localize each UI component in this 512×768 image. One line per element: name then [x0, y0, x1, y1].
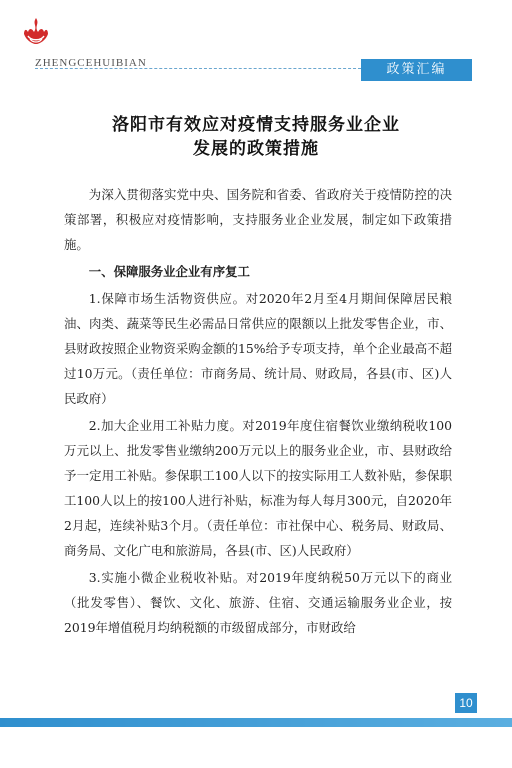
header-divider	[35, 68, 361, 69]
footer-band	[0, 718, 512, 727]
policy-item-1: 1.保障市场生活物资供应。对2020年2月至4月期间保障居民粮油、肉类、蔬菜等民生必需品日常供应的限额以上批发零售企业，市、县财政按照企业物资采购金额的15%给予专项支持，单个企业最高不超过10万元。（责任单位：市商务局、统计局、财政局，各县(市、区)人民政府）	[64, 291, 452, 406]
section-label: 政策汇编	[361, 59, 472, 81]
brand-wordmark: ZHENGCEHUIBIAN	[35, 57, 147, 69]
page-number: 10	[455, 693, 477, 713]
policy-item-2: 2.加大企业用工补贴力度。对2019年度住宿餐饮业缴纳税收100万元以上、批发零售业缴纳200万元以上的服务业企业，市、县财政给予一定用工补贴。参保职工100人以下的按实际用工人数补贴，参保职工100人以上的按100人进行补贴，标准为每人每月300元，自2020年2月起，连续补贴3个月。（责任单位：市社保中心、税务局、财政局、商务局、文化广电和旅游局，各县(市、区)人民政府）	[64, 418, 452, 558]
intro-paragraph: 为深入贯彻落实党中央、国务院和省委、省政府关于疫情防控的决策部署，积极应对疫情影响，支持服务业企业发展，制定如下政策措施。	[64, 187, 452, 252]
document-title-line2: 发展的政策措施	[193, 139, 319, 159]
document-title-line1: 洛阳市有效应对疫情支持服务业企业	[112, 115, 400, 135]
document-body	[64, 182, 452, 642]
policy-item-3: 3.实施小微企业税收补贴。对2019年度纳税50万元以下的商业（批发零售）、餐饮、文化、旅游、住宿、交通运输服务业企业，按2019年增值税月均纳税额的市级留成部分，市财政给	[64, 570, 452, 635]
flame-logo-icon	[22, 16, 50, 46]
section-heading: 一、保障服务业企业有序复工	[88, 264, 250, 279]
